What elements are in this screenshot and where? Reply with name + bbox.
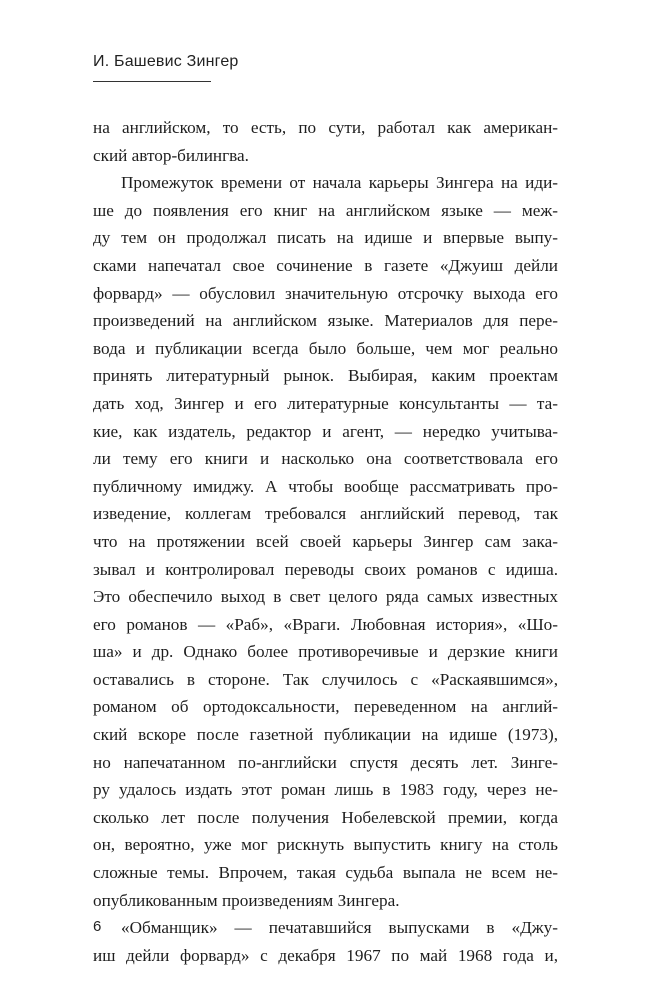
- text-line: но напечатанном по-английски спустя десять лет. Зинге-: [93, 752, 558, 772]
- text-line: оставались в стороне. Так случилось с «Раскаявшимся»,: [93, 669, 558, 689]
- text-line: ский вскоре после газетной публикации на идише (1973),: [93, 725, 558, 745]
- text-line: зывал и контролировал переводы своих романов с идиша.: [93, 559, 558, 579]
- text-line: сколько лет после получения Нобелевской премии, когда: [93, 807, 558, 827]
- text-line: ду тем он продолжал писать на идише и впервые выпу-: [93, 228, 558, 248]
- text-line: ру удалось издать этот роман лишь в 1983 году, через не-: [93, 780, 558, 800]
- text-line: ше до появления его книг на английском языке — меж-: [93, 200, 558, 220]
- text-line: вода и публикации всегда было больше, чем мог реально: [93, 338, 558, 358]
- text-line: принять литературный рынок. Выбирая, каким проектам: [93, 366, 558, 386]
- text-line: Промежуток времени от начала карьеры Зингера на иди-: [121, 173, 558, 193]
- text-line: что на протяжении всей своей карьеры Зингер сам зака-: [93, 531, 558, 551]
- text-line: Это обеспечило выход в свет целого ряда самых известных: [93, 587, 558, 607]
- page-number: 6: [93, 918, 102, 935]
- text-line: дать ход, Зингер и его литературные консультанты — та-: [93, 393, 558, 413]
- running-head-title: И. Башевис Зингер: [93, 53, 239, 70]
- text-line: иш дейли форвард» с декабря 1967 по май 1968 года и,: [93, 945, 558, 965]
- text-line: произведений на английском языке. Материалов для пере-: [93, 311, 558, 331]
- text-line: форвард» — обусловил значительную отсрочку выхода его: [93, 283, 558, 303]
- text-line: ский автор-билингва.: [93, 145, 249, 165]
- header-rule: [93, 81, 211, 82]
- text-line: публичному имиджу. А чтобы вообще рассматривать про-: [93, 476, 558, 496]
- text-line: его романов — «Раб», «Враги. Любовная история», «Шо-: [93, 614, 558, 634]
- text-line: кие, как издатель, редактор и агент, — нередко учитыва-: [93, 421, 558, 441]
- text-line: сложные темы. Впрочем, такая судьба выпала не всем не-: [93, 863, 558, 883]
- text-line: романом об ортодоксальности, переведенном на англий-: [93, 697, 558, 717]
- text-line: ли тему его книги и насколько она соответствовала его: [93, 449, 558, 469]
- text-line: опубликованным произведениям Зингера.: [93, 890, 400, 910]
- text-line: ша» и др. Однако более противоречивые и дерзкие книги: [93, 642, 558, 662]
- text-line: «Обманщик» — печатавшийся выпусками в «Джу-: [121, 918, 558, 938]
- text-line: сками напечатал свое сочинение в газете «Джуиш дейли: [93, 255, 558, 275]
- text-line: изведение, коллегам требовался английский перевод, так: [93, 504, 558, 524]
- text-line: на английском, то есть, по сути, работал как американ-: [93, 118, 558, 137]
- text-line: он, вероятно, уже мог рискнуть выпустить книгу на столь: [93, 835, 558, 855]
- body-text: [93, 114, 558, 969]
